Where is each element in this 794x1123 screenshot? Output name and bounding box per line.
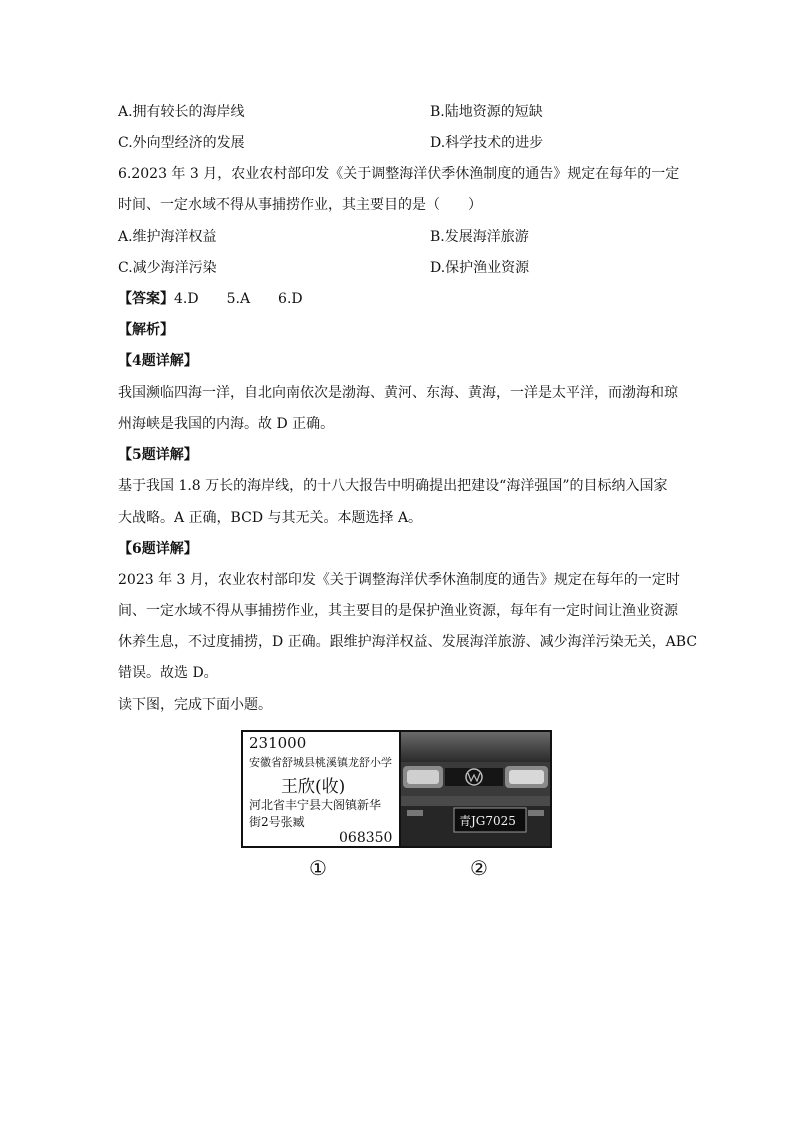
figure-caption-1: ① xyxy=(309,856,327,880)
answer-label: 【答案】 xyxy=(118,291,174,307)
reading-prompt: 读下图，完成下面小题。 xyxy=(118,697,272,713)
sender-postcode: 068350 xyxy=(339,830,393,846)
sender-address-line-2: 街2号张臧 xyxy=(249,815,305,829)
option-6d: D.保护渔业资源 xyxy=(430,260,530,276)
detail-5-label: 【5题详解】 xyxy=(118,447,198,463)
detail-6-line-3: 休养生息，不过度捕捞，D 正确。跟维护海洋权益、发展海洋旅游、减少海洋污染无关，ABC xyxy=(118,634,698,650)
detail-4-line-2: 州海峡是我国的内海。故 D 正确。 xyxy=(118,416,335,432)
option-6a: A.维护海洋权益 xyxy=(118,229,217,245)
envelope-image xyxy=(243,732,401,846)
license-plate-text: 青JG7025 xyxy=(459,814,516,828)
option-5d: D.科学技术的进步 xyxy=(430,135,544,151)
figure-caption-2: ② xyxy=(470,856,488,880)
answer-line xyxy=(118,289,303,309)
detail-6-line-2: 间、一定水域不得从事捕捞作业，其主要目的是保护渔业资源，每年有一定时间让渔业资源 xyxy=(118,603,678,619)
detail-6-label: 【6题详解】 xyxy=(118,541,198,557)
recipient-postcode: 231000 xyxy=(249,734,307,752)
option-5a: A.拥有较长的海岸线 xyxy=(118,104,245,120)
detail-6-line-1: 2023 年 3 月，农业农村部印发《关于调整海洋伏季休渔制度的通告》规定在每年的一定时 xyxy=(118,572,680,588)
detail-6-line-4: 错误。故选 D。 xyxy=(118,665,218,681)
detail-5-line-1: 基于我国 1.8 万长的海岸线，的十八大报告中明确提出把建设“海洋强国”的目标纳入国家 xyxy=(118,478,668,494)
option-5c: C.外向型经济的发展 xyxy=(118,135,245,151)
recipient-name: 王欣(收) xyxy=(281,777,346,797)
figure-envelope-and-plate xyxy=(241,730,552,848)
question-6-line-1: 6.2023 年 3 月，农业农村部印发《关于调整海洋伏季休渔制度的通告》规定在每年的一定 xyxy=(118,166,680,182)
option-6c: C.减少海洋污染 xyxy=(118,260,217,276)
option-5b: B.陆地资源的短缺 xyxy=(430,104,543,120)
detail-4-label: 【4题详解】 xyxy=(118,353,198,369)
answer-text: 4.D 5.A 6.D xyxy=(174,291,303,307)
detail-4-line-1: 我国濒临四海一洋，自北向南依次是渤海、黄河、东海、黄海，一洋是太平洋，而渤海和琼 xyxy=(118,385,678,401)
recipient-address: 安徽省舒城县桃溪镇龙舒小学 xyxy=(249,756,392,769)
analysis-label: 【解析】 xyxy=(118,322,174,338)
car-plate-photo xyxy=(401,732,550,846)
question-6-line-2: 时间、一定水域不得从事捕捞作业，其主要目的是（ ） xyxy=(118,197,482,213)
sender-address-line-1: 河北省丰宁县大阁镇新华 xyxy=(249,798,382,812)
option-6b: B.发展海洋旅游 xyxy=(430,229,529,245)
detail-5-line-2: 大战略。A 正确，BCD 与其无关。本题选择 A。 xyxy=(118,510,423,526)
